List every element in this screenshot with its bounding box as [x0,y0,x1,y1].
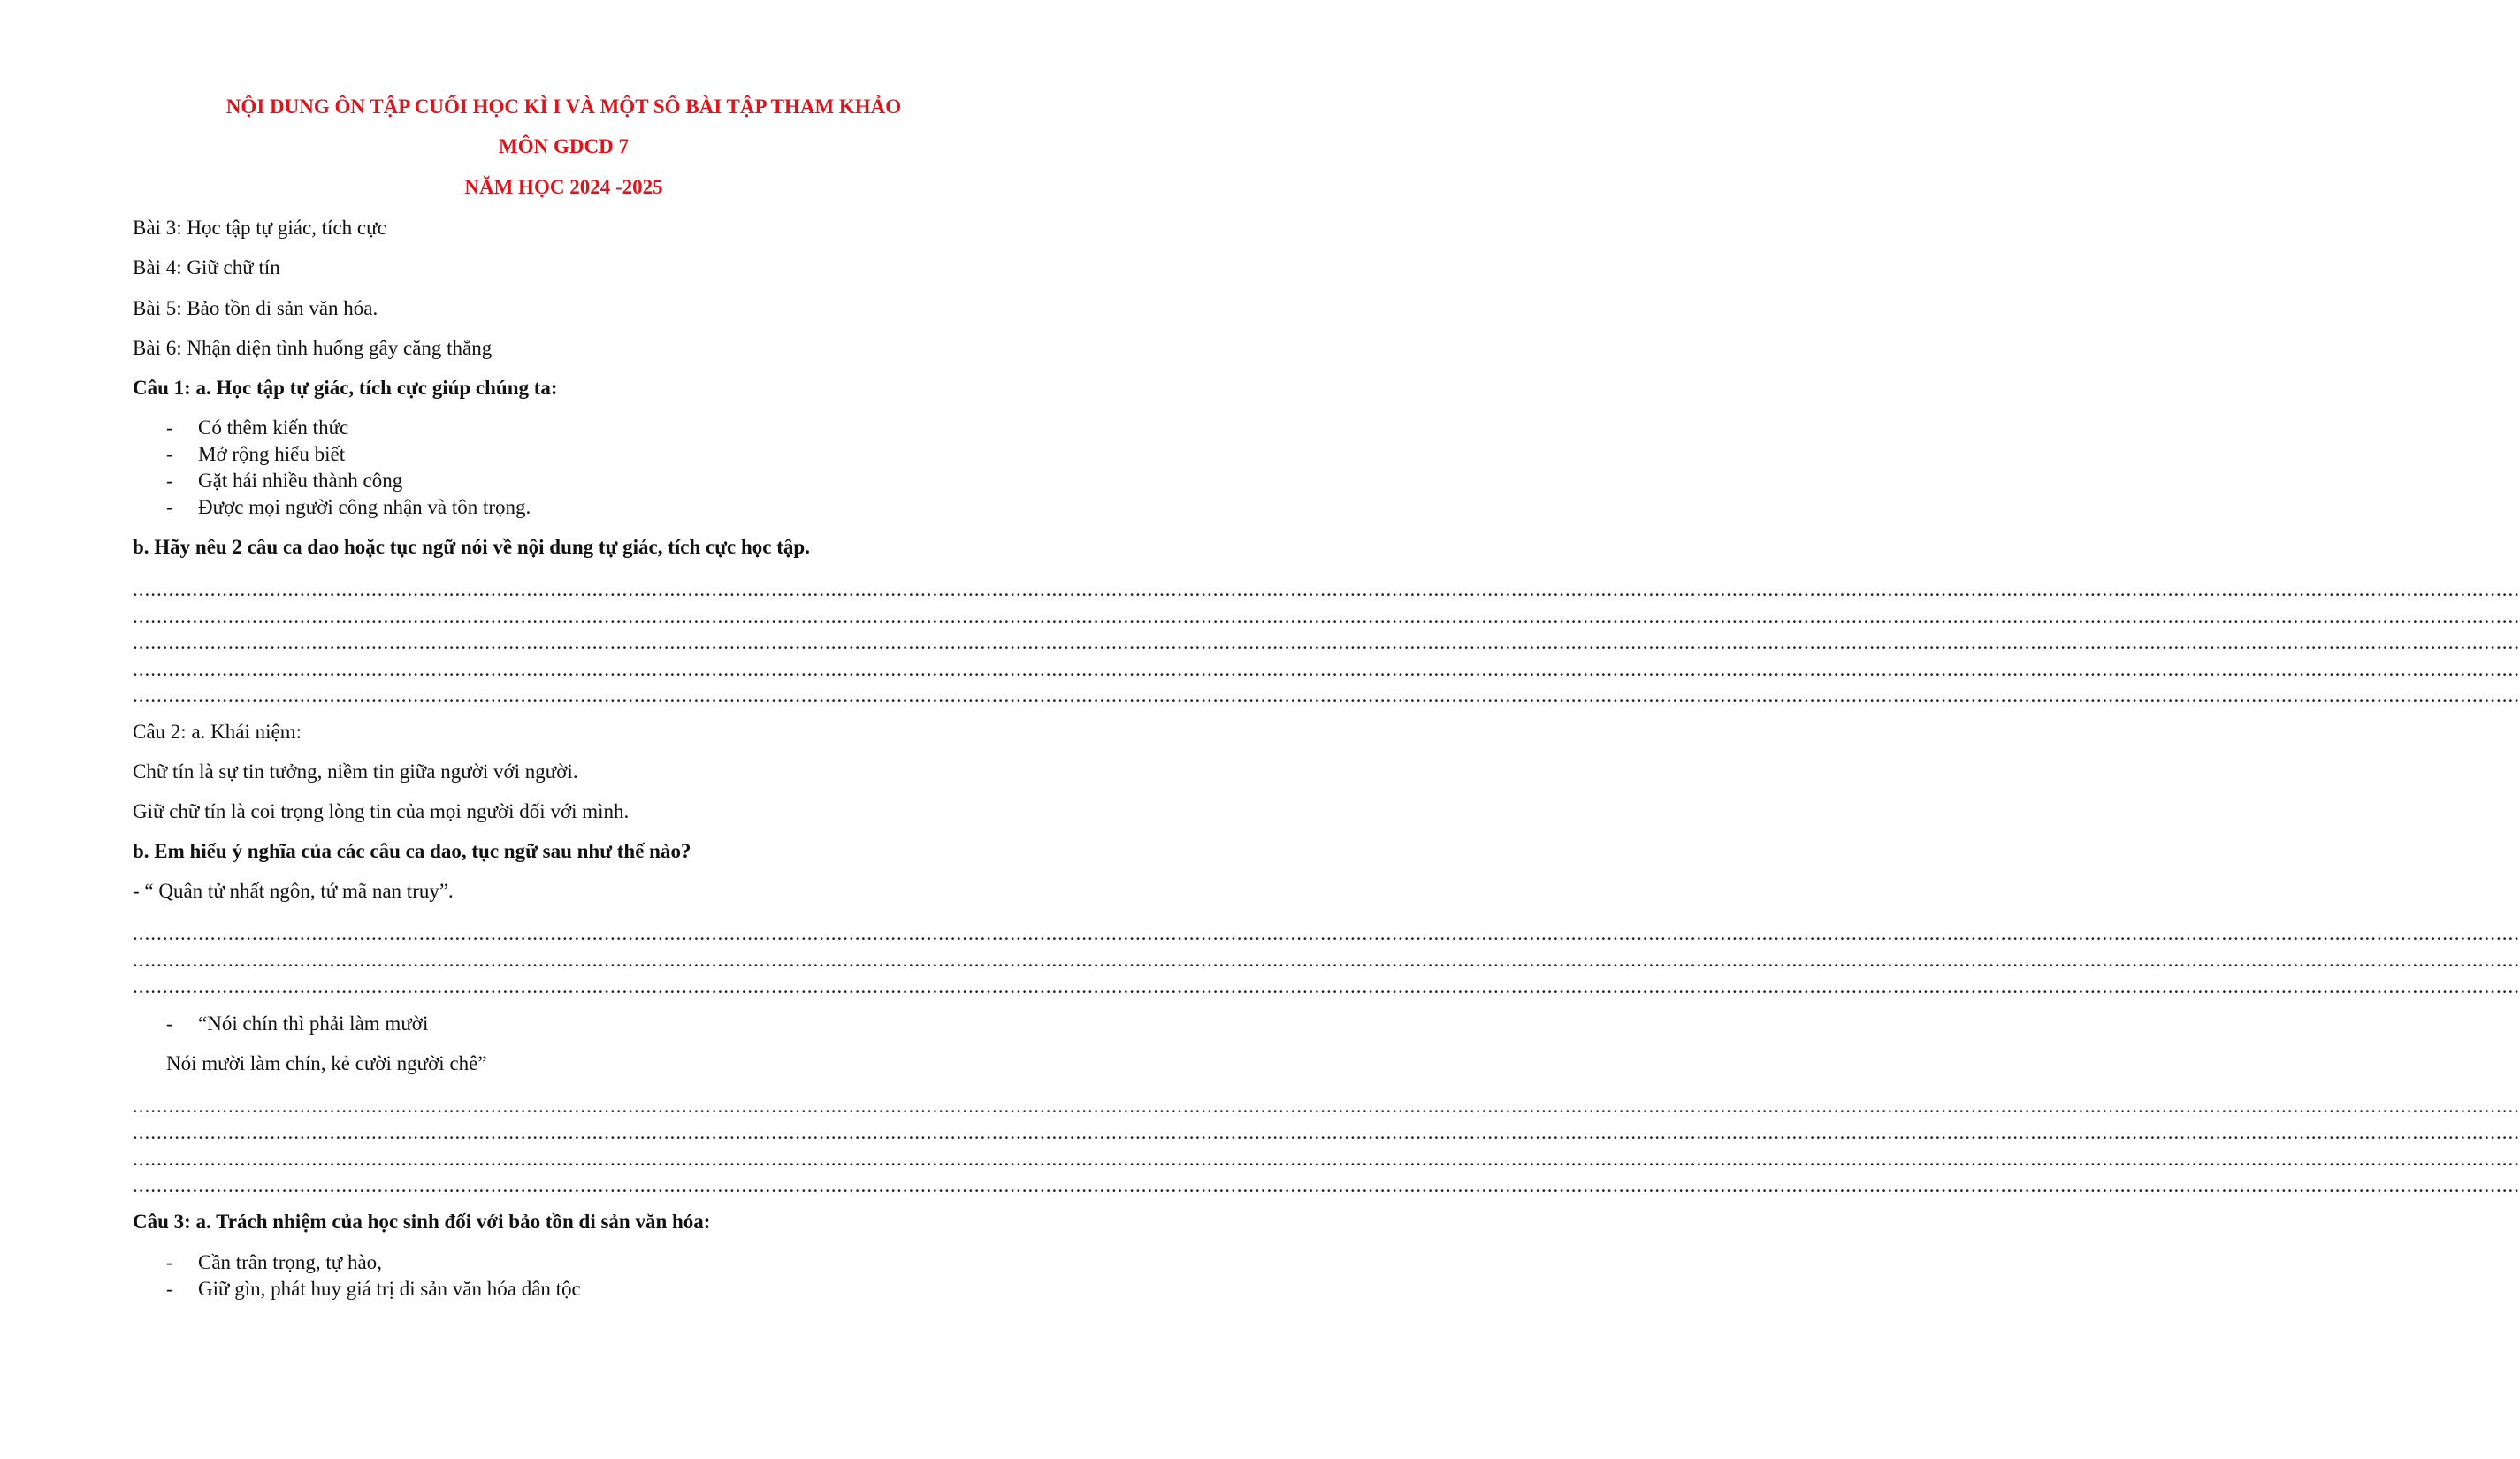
answer-line: ................................................................................................................................................................................................................................................................................................................................................................................................................ [133,578,2520,600]
q2-definition-2: Giữ chữ tín là coi trọng lòng tin của mọi người đối với mình. [133,800,630,822]
answer-line: ................................................................................................................................................................................................................................................................................................................................................................................................................ [133,1095,2520,1117]
list-item: - Cần trân trọng, tự hào, [166,1251,382,1273]
doc-title-line3: NĂM HỌC 2024 -2025 [464,176,663,198]
q2-quote-1: - “ Quân tử nhất ngôn, tứ mã nan truy”. [133,880,454,902]
lesson-5: Bài 5: Bảo tồn di sản văn hóa. [133,297,378,319]
q2-quote-2-line1: - “Nói chín thì phải làm mười [166,1012,429,1035]
answer-line: ................................................................................................................................................................................................................................................................................................................................................................................................................ [133,975,2520,997]
q1-b-prompt: b. Hãy nêu 2 câu ca dao hoặc tục ngữ nói về nội dung tự giác, tích cực học tập. [133,536,810,558]
answer-line: ................................................................................................................................................................................................................................................................................................................................................................................................................ [133,1121,2520,1143]
q3-heading: Câu 3: a. Trách nhiệm của học sinh đối với bảo tồn di sản văn hóa: [133,1211,711,1233]
list-item: - Mở rộng hiểu biết [166,443,346,465]
doc-title-line2: MÔN GDCD 7 [499,135,629,157]
answer-line: ................................................................................................................................................................................................................................................................................................................................................................................................................ [133,1174,2520,1196]
answer-line: ................................................................................................................................................................................................................................................................................................................................................................................................................ [133,605,2520,627]
q2-definition-1: Chữ tín là sự tin tưởng, niềm tin giữa người với người. [133,760,578,783]
list-item: - Có thêm kiến thức [166,416,349,439]
q2-quote-2-line2: Nói mười làm chín, kẻ cười người chê” [166,1052,487,1074]
answer-line: ................................................................................................................................................................................................................................................................................................................................................................................................................ [133,631,2520,653]
q2-b-prompt: b. Em hiểu ý nghĩa của các câu ca dao, tục ngữ sau như thế nào? [133,840,691,862]
answer-line: ................................................................................................................................................................................................................................................................................................................................................................................................................ [133,949,2520,971]
q1-heading: Câu 1: a. Học tập tự giác, tích cực giúp chúng ta: [133,377,558,399]
lesson-3: Bài 3: Học tập tự giác, tích cực [133,217,386,239]
list-item: - Giữ gìn, phát huy giá trị di sản văn hóa dân tộc [166,1278,581,1300]
answer-line: ................................................................................................................................................................................................................................................................................................................................................................................................................ [133,1148,2520,1170]
answer-line: ................................................................................................................................................................................................................................................................................................................................................................................................................ [133,658,2520,680]
answer-line: ................................................................................................................................................................................................................................................................................................................................................................................................................ [133,922,2520,944]
lesson-6: Bài 6: Nhận diện tình huống gây căng thẳng [133,337,493,359]
q2-heading: Câu 2: a. Khái niệm: [133,721,302,743]
lesson-4: Bài 4: Giữ chữ tín [133,256,280,279]
doc-title-line1: NỘI DUNG ÔN TẬP CUỐI HỌC KÌ I VÀ MỘT SỐ BÀI TẬP THAM KHẢO [225,95,902,118]
list-item: - Gặt hái nhiều thành công [166,470,403,492]
list-item: - Được mọi người công nhận và tôn trọng. [166,496,531,518]
answer-line: ................................................................................................................................................................................................................................................................................................................................................................................................................ [133,684,2520,707]
